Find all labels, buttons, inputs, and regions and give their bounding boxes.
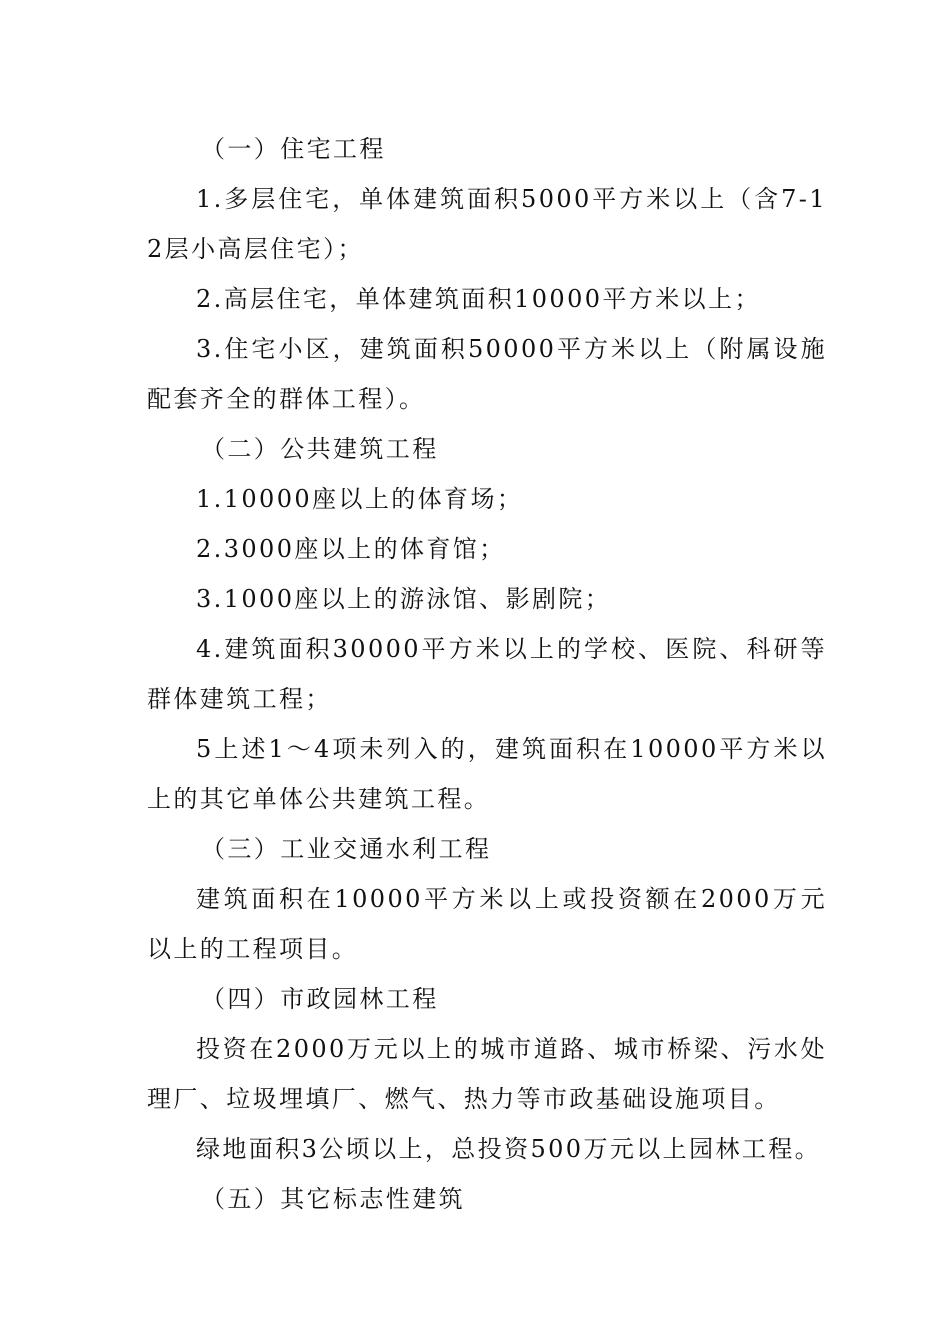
section-heading-industrial-transport-water: （三）工业交通水利工程 xyxy=(201,835,492,863)
paragraph-municipal-infrastructure: 投资在2000万元以上的城市道路、城市桥梁、污水处理厂、垃圾埋填厂、燃气、热力等市政基础设施项目。 xyxy=(147,1035,827,1113)
paragraph-highrise-residential: 2.高层住宅，单体建筑面积10000平方米以上； xyxy=(196,285,761,313)
section-heading-landmark-buildings: （五）其它标志性建筑 xyxy=(201,1185,465,1213)
section-heading-residential: （一）住宅工程 xyxy=(201,135,386,163)
section-heading-municipal-landscape: （四）市政园林工程 xyxy=(201,985,439,1013)
paragraph-landscape-projects: 绿地面积3公顷以上，总投资500万元以上园林工程。 xyxy=(196,1135,822,1163)
document-page xyxy=(147,124,827,1224)
paragraph-multistory-residential: 1.多层住宅，单体建筑面积5000平方米以上（含7-12层小高层住宅）； xyxy=(147,185,827,263)
paragraph-natatorium-theater: 3.1000座以上的游泳馆、影剧院； xyxy=(196,585,612,613)
paragraph-other-public-buildings: 5上述1～4项未列入的，建筑面积在10000平方米以上的其它单体公共建筑工程。 xyxy=(147,735,827,813)
paragraph-stadium: 1.10000座以上的体育场； xyxy=(196,485,524,513)
paragraph-gymnasium: 2.3000座以上的体育馆； xyxy=(196,535,506,563)
paragraph-school-hospital-research: 4.建筑面积30000平方米以上的学校、医院、科研等群体建筑工程； xyxy=(147,635,827,713)
paragraph-industrial-projects: 建筑面积在10000平方米以上或投资额在2000万元以上的工程项目。 xyxy=(147,885,827,963)
section-heading-public-buildings: （二）公共建筑工程 xyxy=(201,435,439,463)
paragraph-residential-district: 3.住宅小区，建筑面积50000平方米以上（附属设施配套齐全的群体工程）。 xyxy=(147,335,827,413)
